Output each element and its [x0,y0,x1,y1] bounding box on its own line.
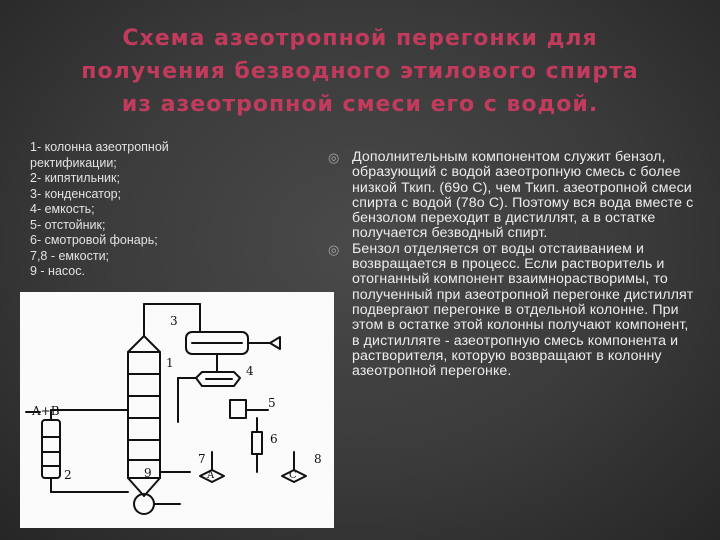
label-1: 1 [166,356,174,370]
explanation-text-1: Дополнительным компонентом служит бензол, образующий с водой азеотропную смесь с более низкой Ткип. (69о С), чем Ткип. азеотропной смеси спирта с водой (78о С). Поэтому вся вода вместе с бензолом переходит в дистиллят, а в остатке получается безводный спирт. [352,149,694,242]
title-line-3: из азеотропной смеси его с водой. [121,92,599,117]
slide-title [40,22,680,121]
explanation-bullet-1 [328,150,700,242]
sight-glass [252,418,262,472]
pump [134,494,180,514]
legend-item-2: 2- кипятильник; [30,171,120,185]
label-5: 5 [268,396,276,410]
title-line-1: Схема азеотропной перегонки для [122,26,598,51]
label-feed: A+B [32,404,60,418]
label-9: 9 [144,466,152,480]
explanation-text-2: Бензол отделяется от воды отстаиванием и возвращается в процесс. Если растворитель и отогнанный компонент взаимнорастворимы, то полученный при азеотропной перегонке дистиллят подвергают перегонке в отдельной колонне. При этом в остатке этой колонны получают компонент, в дистилляте - азеотропную смесь компонента и растворителя, которую возвращают в колонну азеотропной перегонке. [352,240,694,380]
explanation-bullet-2 [328,242,700,380]
legend-item-6: 6- смотровой фонарь; [30,233,158,247]
legend-item-3: 3- конденсатор; [30,186,122,201]
legend-item-4: 4- емкость; [30,202,95,216]
label-6: 6 [270,432,278,446]
legend-item-5: 5- отстойник; [30,217,106,232]
label-3: 3 [170,314,178,328]
legend-item-9: 9 - насос. [30,264,85,278]
target-bullet-icon: ◎ [328,242,340,258]
explanation-list [328,150,700,379]
label-2: 2 [64,468,72,482]
settler [230,400,268,418]
label-7: 7 [198,452,206,466]
label-4: 4 [246,364,254,378]
legend-item-1: 1- колонна азеотропной ректификации; [30,140,169,170]
label-tank-c: C [289,470,297,481]
diagram-legend [30,140,230,280]
label-8: 8 [314,452,322,466]
reboiler [26,410,128,492]
condenser [186,304,280,372]
legend-item-7-8: 7,8 - емкости; [30,248,110,263]
label-tank-a: A [207,470,215,481]
collection-tanks [160,452,306,482]
title-line-2: получения безводного этилового спирта [81,59,639,84]
target-bullet-icon: ◎ [328,151,340,166]
process-diagram [20,292,334,528]
